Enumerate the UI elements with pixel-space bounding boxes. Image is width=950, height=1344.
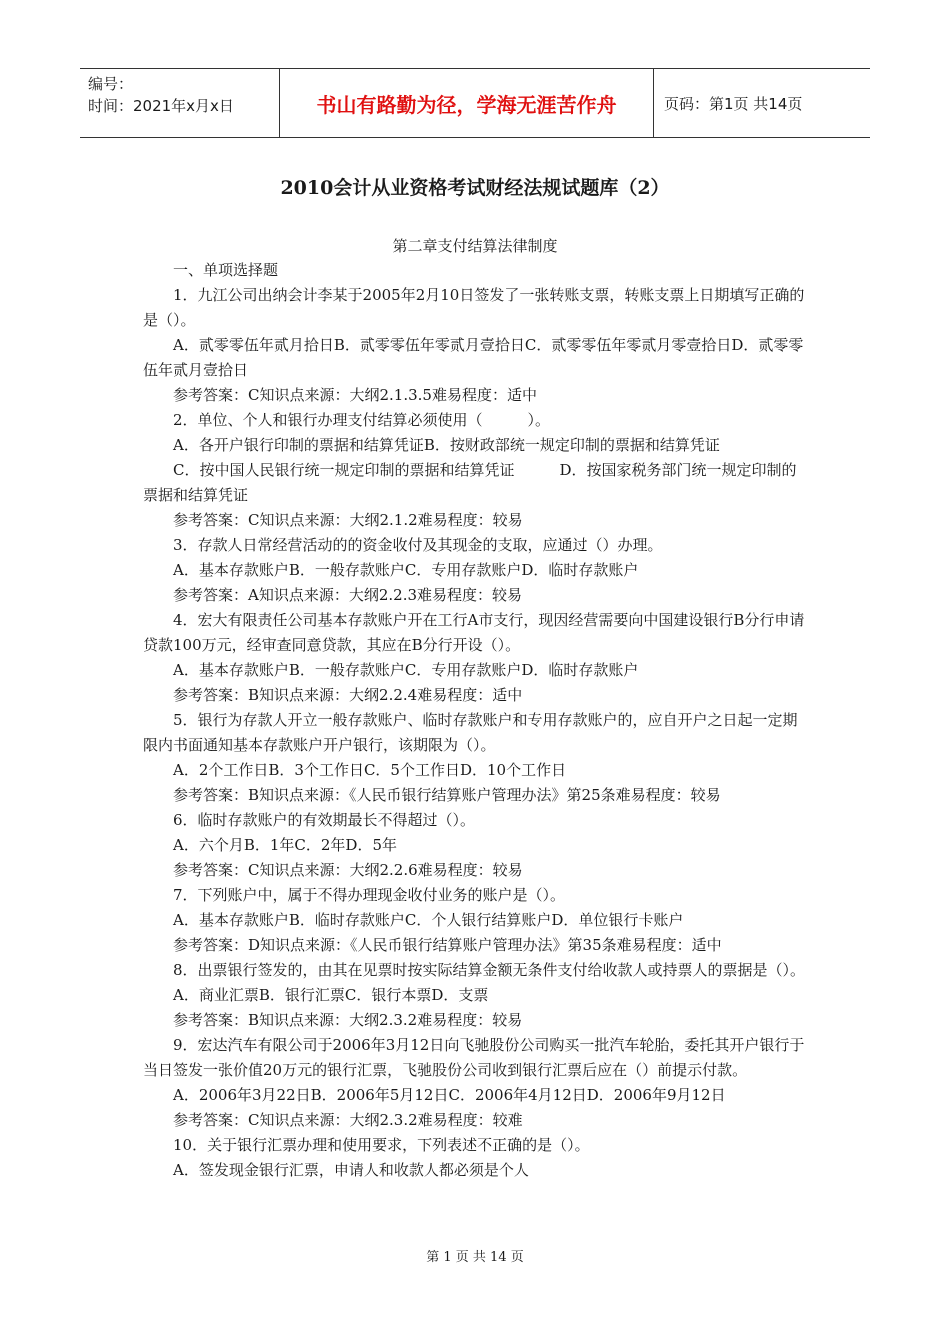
- text-line: A．签发现金银行汇票，申请人和收款人都必须是个人: [173, 1161, 529, 1179]
- text-line: A．商业汇票B．银行汇票C．银行本票D．支票: [173, 986, 489, 1004]
- text-line: 9．宏达汽车有限公司于2006年3月12日向飞驰股份公司购买一批汽车轮胎，委托其开户银行于当日签发一张价值20万元的银行汇票，飞驰股份公司收到银行汇票后应在（）前提示付款。: [143, 1036, 805, 1079]
- text-line: 参考答案：B知识点来源：大纲2.3.2难易程度：较易: [173, 1011, 523, 1029]
- text-line: A．2个工作日B．3个工作日C．5个工作日D．10个工作日: [173, 761, 567, 779]
- document-title: 2010会计从业资格考试财经法规试题库（2）: [280, 177, 670, 199]
- date-label: 时间：2021年x月x日: [88, 97, 234, 115]
- text-line: 参考答案：C知识点来源：大纲2.2.6难易程度：较易: [173, 861, 523, 879]
- header-meta: [80, 69, 280, 137]
- chapter-heading: 第二章支付结算法律制度: [392, 237, 558, 255]
- text-line: 参考答案：C知识点来源：大纲2.1.3.5难易程度：适中: [173, 386, 537, 404]
- text-line: A．贰零零伍年贰月拾日B．贰零零伍年零贰月壹拾日C．贰零零伍年零贰月零壹拾日D．贰零零伍年贰月壹拾日: [143, 336, 804, 379]
- text-line: C．按中国人民银行统一规定印制的票据和结算凭证 D．按国家税务部门统一规定印制的票据和结算凭证: [143, 461, 797, 504]
- number-label: 编号：: [88, 75, 134, 93]
- header-table: [80, 68, 870, 138]
- text-line: 10．关于银行汇票办理和使用要求，下列表述不正确的是（）。: [173, 1136, 590, 1154]
- text-line: 参考答案：C知识点来源：大纲2.1.2难易程度：较易: [173, 511, 523, 529]
- text-line: A．六个月B．1年C．2年D．5年: [173, 836, 397, 854]
- header-motto: 书山有路勤为径，学海无涯苦作舟: [280, 69, 654, 137]
- text-line: A．基本存款账户B．一般存款账户C．专用存款账户D．临时存款账户: [173, 661, 639, 679]
- text-line: A．2006年3月22日B．2006年5月12日C．2006年4月12日D．2006年9月12日: [173, 1086, 726, 1104]
- text-line: 6．临时存款账户的有效期最长不得超过（）。: [173, 811, 476, 829]
- text-line: A．基本存款账户B．一般存款账户C．专用存款账户D．临时存款账户: [173, 561, 639, 579]
- text-line: 1．九江公司出纳会计李某于2005年2月10日签发了一张转账支票，转账支票上日期填写正确的是（）。: [143, 286, 805, 329]
- text-line: 8．出票银行签发的，由其在见票时按实际结算金额无条件支付给收款人或持票人的票据是（）。: [173, 961, 806, 979]
- text-line: 5．银行为存款人开立一般存款账户、临时存款账户和专用存款账户的，应自开户之日起一定期限内书面通知基本存款账户开户银行，该期限为（）。: [143, 711, 798, 754]
- text-line: 参考答案：A知识点来源：大纲2.2.3难易程度：较易: [173, 586, 523, 604]
- text-line: 参考答案：B知识点来源：《人民币银行结算账户管理办法》第25条难易程度：较易: [173, 786, 721, 804]
- page-footer: 第 1 页 共 14 页: [426, 1250, 524, 1265]
- text-line: 一、单项选择题: [173, 261, 279, 279]
- header-page-info: 页码：第1页 共14页: [664, 94, 803, 113]
- text-line: 4．宏大有限责任公司基本存款账户开在工行A市支行，现因经营需要向中国建设银行B分行申请贷款100万元，经审查同意贷款，其应在B分行开设（）。: [143, 611, 805, 654]
- text-line: 参考答案：B知识点来源：大纲2.2.4难易程度：适中: [173, 686, 523, 704]
- text-line: 参考答案：D知识点来源：《人民币银行结算账户管理办法》第35条难易程度：适中: [173, 936, 722, 954]
- text-line: 3．存款人日常经营活动的的资金收付及其现金的支取，应通过（）办理。: [173, 536, 663, 554]
- text-line: 2．单位、个人和银行办理支付结算必须使用（ ）。: [173, 411, 551, 429]
- text-line: A．基本存款账户B．临时存款账户C．个人银行结算账户D．单位银行卡账户: [173, 911, 684, 929]
- text-line: 7．下列账户中，属于不得办理现金收付业务的账户是（）。: [173, 886, 566, 904]
- text-line: A．各开户银行印制的票据和结算凭证B．按财政部统一规定印制的票据和结算凭证: [173, 436, 720, 454]
- text-line: 参考答案：C知识点来源：大纲2.3.2难易程度：较难: [173, 1111, 523, 1129]
- question-body: [143, 258, 811, 1183]
